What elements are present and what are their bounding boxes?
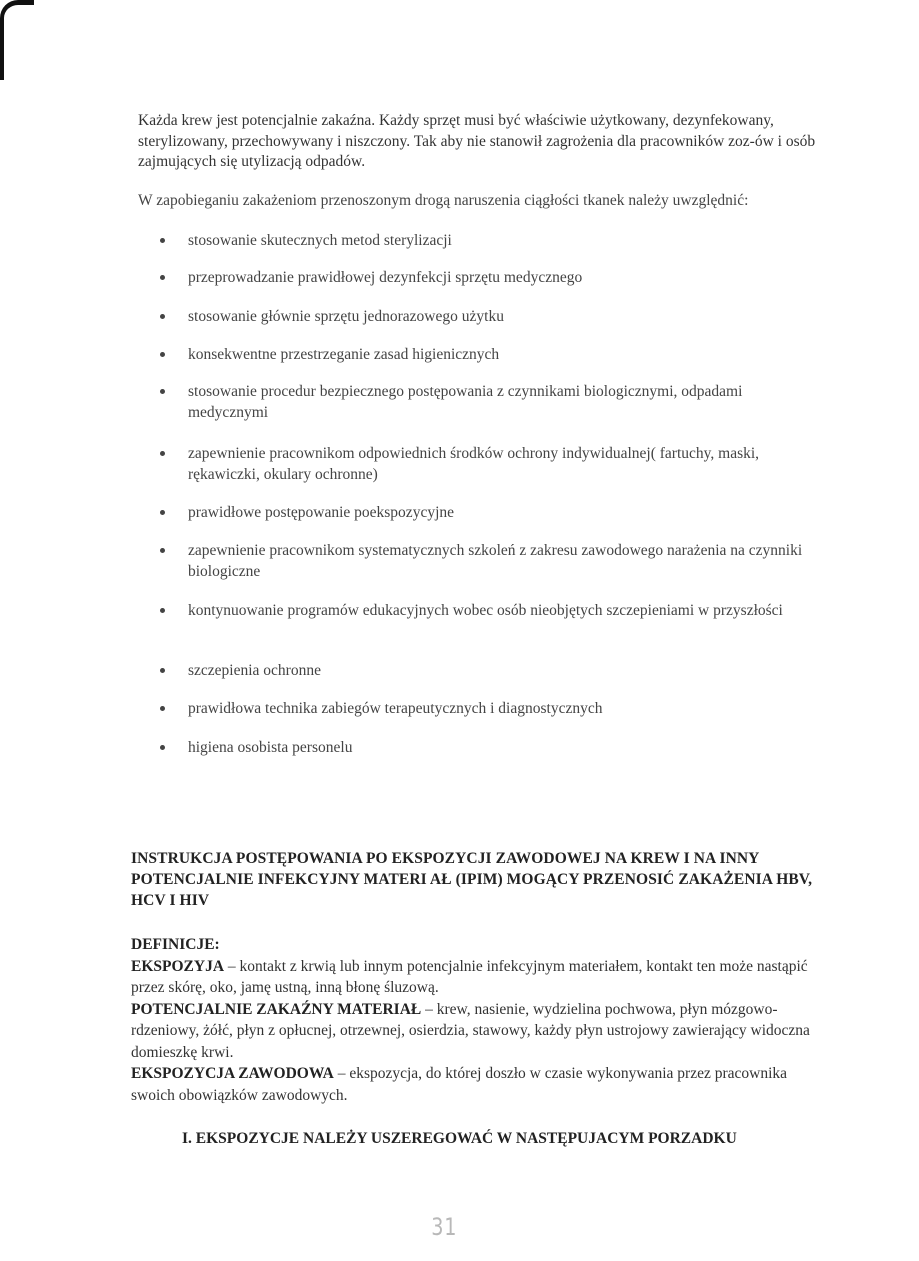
bullet-icon (160, 608, 165, 613)
list-item: stosowanie skutecznych metod sterylizacji (160, 230, 810, 251)
section-title: I. EKSPOZYCJE NALEŻY USZEREGOWAĆ W NASTĘPUJACYM PORZADKU (182, 1130, 737, 1147)
bullet-icon (160, 275, 165, 280)
bullet-icon (160, 510, 165, 515)
bullet-icon (160, 451, 165, 456)
definition-term: POTENCJALNIE ZAKAŹNY MATERIAŁ (131, 1000, 422, 1018)
bullet-icon (160, 314, 165, 319)
instruction-heading: INSTRUKCJA POSTĘPOWANIA PO EKSPOZYCJI ZAWODOWEJ NA KREW I NA INNY POTENCJALNIE INFEKCYJNY MATERI AŁ (IPIM) MOGĄCY PRZENOSIĆ ZAKAŻENIA HBV, HCV I HIV (131, 850, 813, 909)
bullet-icon (160, 668, 165, 673)
list-item: zapewnienie pracownikom systematycznych szkoleń z zakresu zawodowego narażenia na czynniki biologiczne (160, 540, 810, 582)
lead-paragraph: W zapobieganiu zakażeniom przenoszonym drogą naruszenia ciągłości tkanek należy uwzględnić: (138, 192, 749, 209)
definition-text: – krew, nasienie, wydzielina pochwowa, płyn mózgowo-rdzeniowy, żółć, płyn z opłucnej, otrzewnej, osierdzia, stawowy, każdy płyn ustrojowy zawierający widoczna domieszkę krwi. (131, 1000, 810, 1061)
bullet-icon (160, 548, 165, 553)
definition-item (131, 956, 821, 999)
list-item: stosowanie procedur bezpiecznego postępowania z czynnikami biologicznymi, odpadami medycznymi (160, 381, 810, 423)
list-item: prawidłowe postępowanie poekspozycyjne (160, 502, 810, 523)
page-number: 31 (431, 1213, 458, 1241)
definition-item (131, 999, 821, 1064)
list-item: konsekwentne przestrzeganie zasad higienicznych (160, 344, 810, 365)
list-item: higiena osobista personelu (160, 737, 810, 758)
bullet-icon (160, 706, 165, 711)
definition-item (131, 1063, 821, 1106)
list-item: szczepienia ochronne (160, 660, 810, 681)
definition-term: EKSPOZYCJA ZAWODOWA (131, 1065, 334, 1082)
bullet-icon (160, 352, 165, 357)
list-item: zapewnienie pracownikom odpowiednich środków ochrony indywidualnej( fartuchy, maski, rękawiczki, okulary ochronne) (160, 443, 810, 485)
definition-text: – ekspozycja, do której doszło w czasie wykonywania przez pracownika swoich obowiązków zawodowych. (131, 1065, 788, 1104)
definitions-title: DEFINICJE: (131, 936, 220, 953)
list-item: stosowanie głównie sprzętu jednorazowego użytku (160, 306, 810, 327)
definition-text: – kontakt z krwią lub innym potencjalnie infekcyjnym materiałem, kontakt ten może nastąpić przez skórę, oko, jamę ustną, inną błonę śluzową. (131, 957, 808, 996)
list-item: prawidłowa technika zabiegów terapeutycznych i diagnostycznych (160, 698, 810, 719)
definition-term: EKSPOZYJA (131, 957, 225, 975)
bullet-icon (160, 745, 165, 750)
bullet-icon (160, 389, 165, 394)
definitions-block (131, 934, 821, 1106)
bullet-icon (160, 238, 165, 243)
list-item: kontynuowanie programów edukacyjnych wobec osób nieobjętych szczepieniami w przyszłości (160, 600, 810, 621)
intro-paragraph: Każda krew jest potencjalnie zakaźna. Każdy sprzęt musi być właściwie użytkowany, dezynfekowany, sterylizowany, przechowywany i niszczony. Tak aby nie stanowił zagrożenia dla pracowników zoz-ów i osób zajmujących się utylizacją odpadów. (138, 112, 816, 170)
list-item: przeprowadzanie prawidłowej dezynfekcji sprzętu medycznego (160, 267, 810, 288)
